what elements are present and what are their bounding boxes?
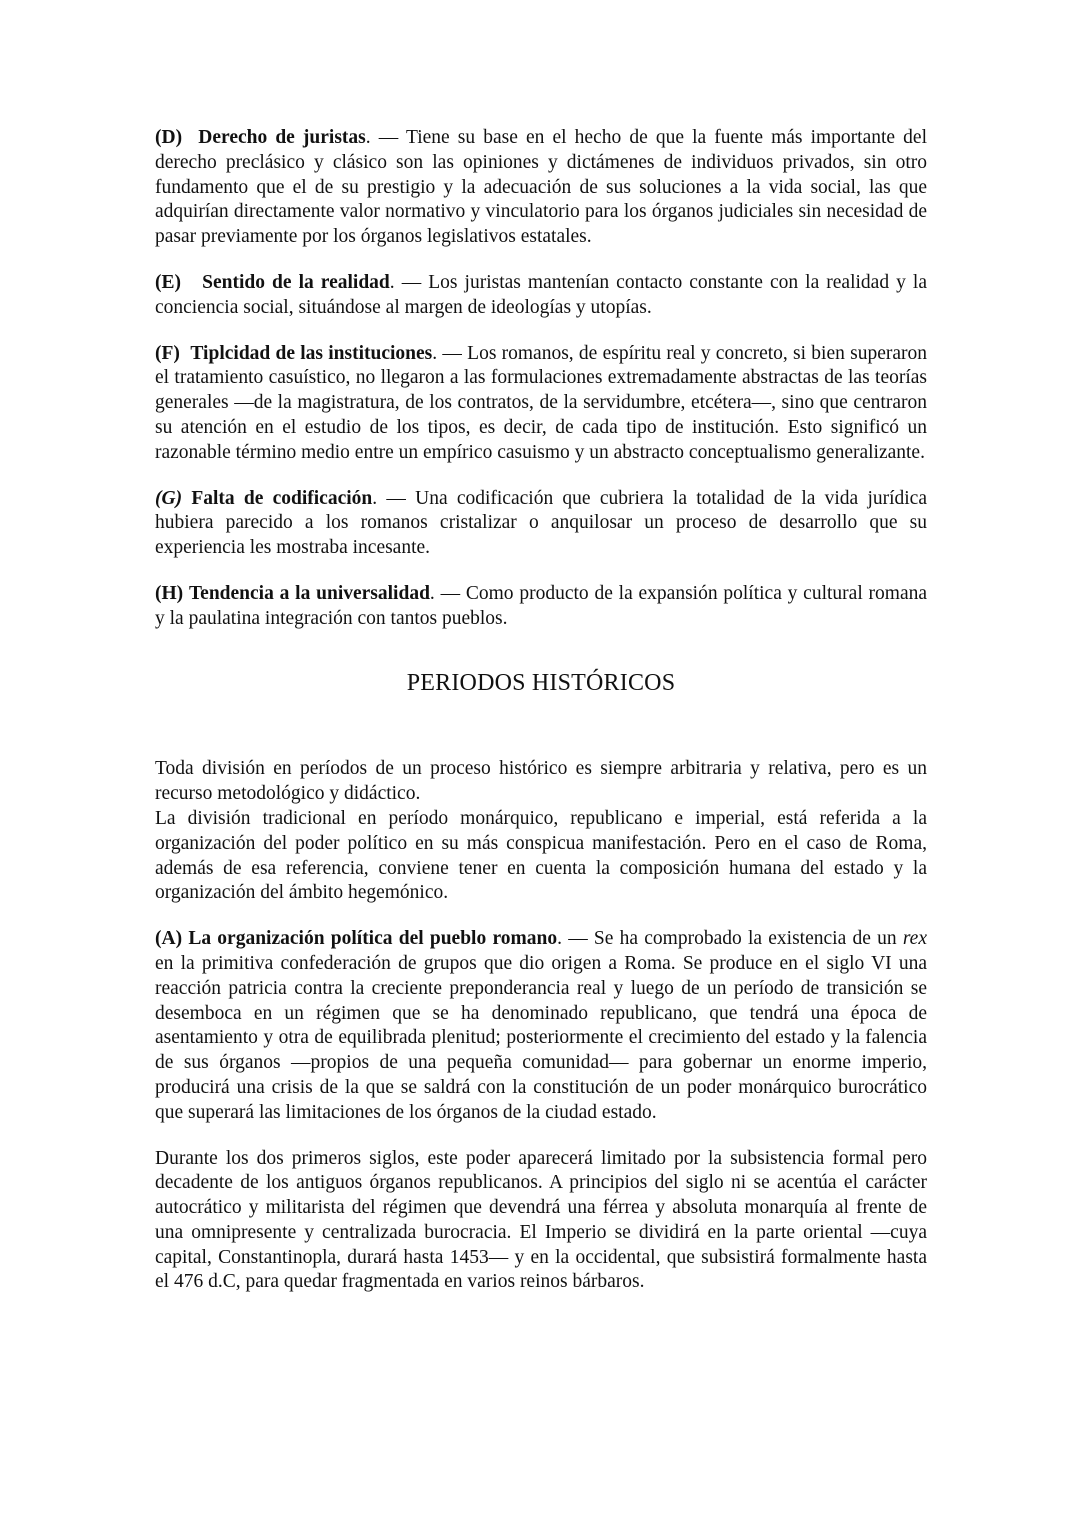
paragraph-a-heading: La organización política del pueblo romano [188,928,558,950]
paragraph-d [155,126,927,250]
paragraph-f-heading: Tiplcidad de las instituciones [190,342,433,364]
paragraph-h [155,582,927,632]
paragraph-a-text-after: en la primitiva confederación de grupos que dio origen a Roma. Se produce en el siglo VI una reacción patricia contra la creciente preponderancia real y luego de un período de transición se desemboca en un régimen que se ha denominado republicano, que tendrá una época de asentamiento y otra de equilibrada plenitud; posteriormente el crecimiento del estado y la falencia de sus órganos —propios de una pequeña comunidad— para gobernar un enorme imperio, producirá una crisis de la que se saldrá con la constitución de un poder monárquico burocrático que superará las limitaciones de los órganos de la ciudad estado. [155,952,927,1123]
paragraph-a [155,927,927,1125]
paragraph-g-marker: (G) [155,487,183,509]
paragraph-g [155,487,927,561]
intro-paragraph-2: La división tradicional en período monárquico, republicano e imperial, está referida a la organización del poder político en su más conspicua manifestación. Pero en el caso de Roma, además de esa referencia, conviene tener en cuenta la composición humana del estado y la organización del ámbito hegemónico. [155,807,927,904]
paragraph-h-heading: Tendencia a la universalidad [188,582,430,604]
paragraph-d-heading: Derecho de juristas [198,127,366,148]
paragraph-e-text: . — Los juristas mantenían contacto constante con la realidad y la conciencia social, situándose al margen de ideologías y utopías. [155,271,927,318]
paragraph-d-marker: (D) [155,127,183,148]
paragraph-e [155,271,927,321]
paragraph-g-text: . — Una codificación que cubriera la totalidad de la vida jurídica hubiera parecido a los romanos cristalizar o anquilosar un proceso de desarrollo que su experiencia les mostraba incesante. [155,487,927,559]
paragraph-g-heading: Falta de codificación [191,487,373,509]
paragraph-d-text: . — Tiene su base en el hecho de que la fuente más importante del derecho preclásico y clásico son las opiniones y dictámenes de individuos privados, sin otro fundamento que el de su prestigio y la adecuación de sus soluciones a la vida social, las que adquirían directamente valor normativo y vinculatorio para los órganos judiciales sin necesidad de pasar previamente por los órganos legislativos estatales. [155,127,927,248]
document-page [155,126,927,1316]
paragraph-e-heading: Sentido de la realidad [202,271,390,293]
paragraph-f [155,342,927,466]
section-title: PERIODOS HISTÓRICOS [406,669,676,696]
paragraph-closing: Durante los dos primeros siglos, este poder aparecerá limitado por la subsistencia formal pero decadente de los antiguos órganos republicanos. A principios del siglo ni se acentúa el carácter autocrático y militarista del régimen que devendrá una férrea y absoluta monarquía al frente de una omnipresente y centralizada burocracia. El Imperio se dividirá en la parte oriental —cuya capital, Constantinopla, durará hasta 1453— y en la occidental, que subsistirá formalmente hasta el 476 d.C, para quedar fragmentada en varios reinos bárbaros. [155,1147,927,1293]
paragraph-h-text: . — Como producto de la expansión política y cultural romana y la paulatina integración con tantos pueblos. [155,582,928,629]
paragraph-a-text-before: . — Se ha comprobado la existencia de un [557,928,903,950]
paragraph-a-marker: (A) [155,928,183,950]
paragraph-h-marker: (H) [155,582,184,604]
paragraph-f-text: . — Los romanos, de espíritu real y concreto, si bien superaron el tratamiento casuístico, no llegaron a las formulaciones extremadamente abstractas de las teorías generales —de la magistratura, de los contratos, de la servidumbre, etcétera—, sino que centraron su atención en el estudio de los tipos, es decir, de cada tipo de institución. Esto significó un razonable término medio entre un empírico casuismo y un abstracto conceptualismo generalizante. [155,342,927,463]
paragraph-a-italic-word: rex [902,928,927,950]
intro-block [155,757,927,906]
paragraph-f-marker: (F) [155,342,180,364]
paragraph-e-marker: (E) [155,271,181,293]
intro-paragraph-1: Toda división en períodos de un proceso histórico es siempre arbitraria y relativa, pero es un recurso metodológico y didáctico. [155,758,927,805]
